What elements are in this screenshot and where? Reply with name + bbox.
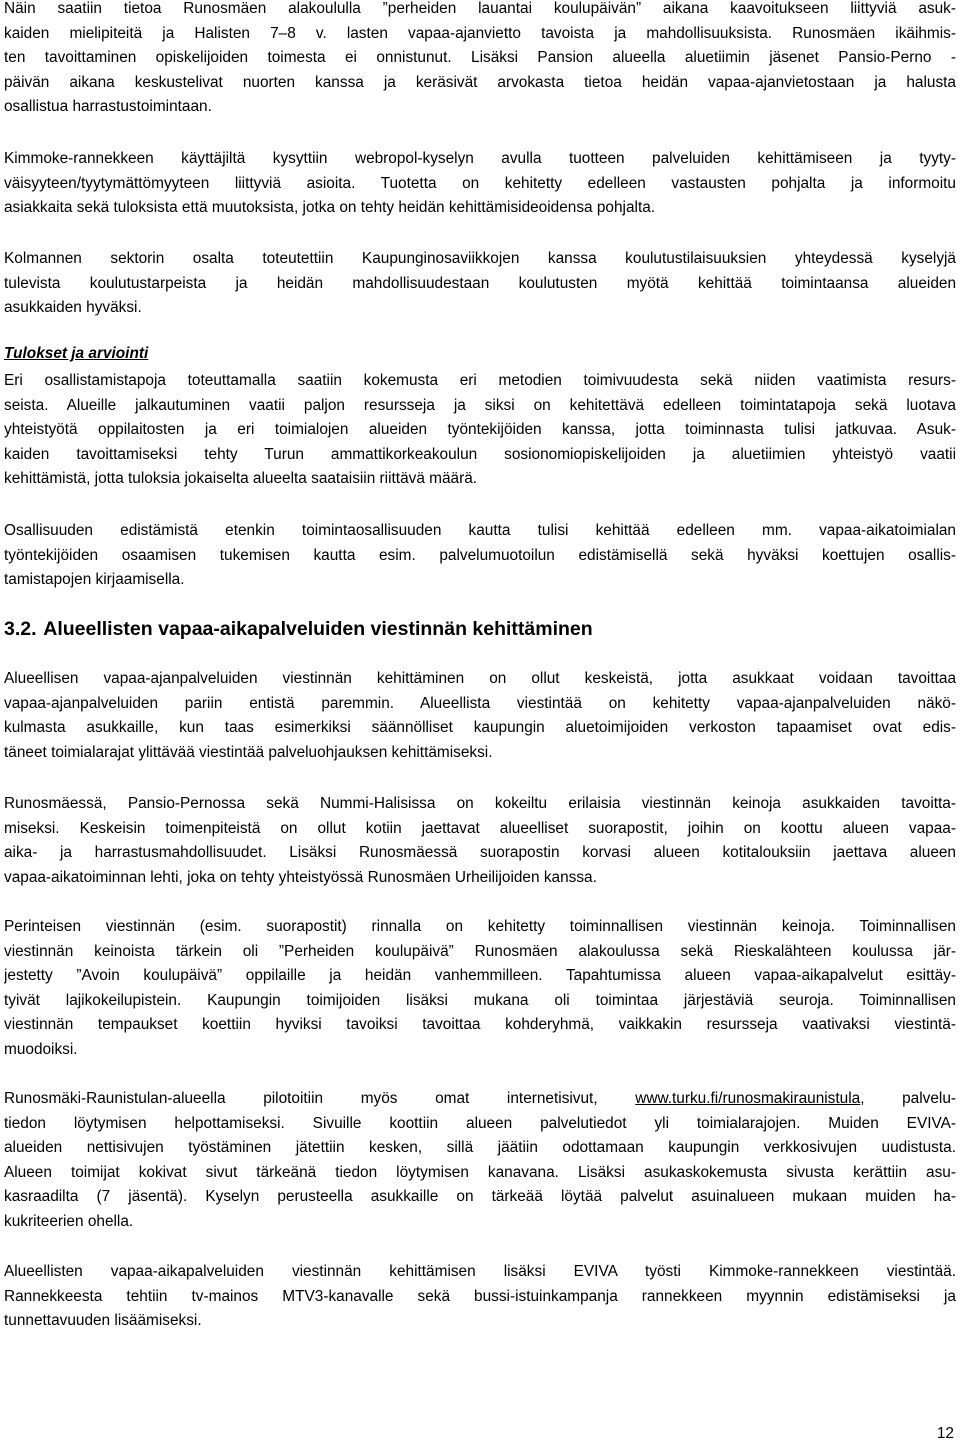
text-line: työntekijöiden osaamisen tukemisen kautta esim. palvelumuotoilun edistämisellä sekä hyväksi koettujen osallis- <box>4 546 956 564</box>
text-segment: Runosmäki-Raunistulan-alueella pilotoitiin myös omat internetisivut, <box>4 1090 636 1107</box>
text-line: täneet toimialarajat ylittävää viestintää palveluohjauksen kehittämiseksi. <box>4 743 493 761</box>
text-line: Runosmäessä, Pansio-Pernossa sekä Nummi-Halisissa on kokeiltu erilaisia viestinnän keinoja asukkaiden tavoitta- <box>4 795 956 812</box>
text-line: alueiden nettisivujen työstäminen jätettiin kesken, sillä jäätiin odottamaan kaupungin verkkosivujen uudistusta. <box>4 1139 956 1157</box>
text-line: Alueellisten vapaa-aikapalveluiden viestinnän kehittämisen lisäksi EVIVA työsti Kimmoke-rannekkeen viestintää. <box>4 1263 956 1280</box>
text-line: Rannekkeesta tehtiin tv-mainos MTV3-kanavalle sekä bussi-istuinkampanja rannekkeen myynnin edistämiseksi ja <box>4 1287 956 1305</box>
paragraph-websites <box>4 1087 956 1235</box>
text-line: ten tavoittaminen opiskelijoiden toimesta ei onnistunut. Lisäksi Pansion alueella aluetiimin jäsenet Pansio-Perno - <box>4 49 956 67</box>
paragraph-kimmoke-communication <box>4 1260 956 1334</box>
text-line: kaiden mielipiteitä ja Halisten 7–8 v. lasten vapaa-ajanvietto tavoista ja mahdollisuuksista. Runosmäen ikäihmis- <box>4 24 956 42</box>
text-line: Osallisuuden edistämistä etenkin toimintaosallisuuden kautta tulisi kehittää edelleen mm. vapaa-aikatoimialan <box>4 522 956 539</box>
text-line: Alueellisen vapaa-ajanpalveluiden viestinnän kehittäminen on ollut keskeistä, jotta asukkaat voidaan tavoittaa <box>4 670 956 687</box>
text-line <box>4 1087 956 1112</box>
paragraph-participation <box>4 519 956 593</box>
text-line: kulmasta asukkaille, kun taas esimerkiksi säännölliset kaupungin aluetoimijoiden verkoston tapaamiset ovat edis- <box>4 719 956 737</box>
text-line: väisyyteen/tyytymättömyyteen liittyviä asioita. Tuotetta on kehitetty edelleen vastausten pohjalta ja informoitu <box>4 174 956 192</box>
text-line: vapaa-ajanpalveluiden pariin entistä paremmin. Alueellista viestintää on kehitetty vapaa-ajanpalveluiden näkö- <box>4 694 956 712</box>
text-line: tunnettavuuden lisäämiseksi. <box>4 1312 202 1330</box>
section-number: 3.2. <box>4 618 37 640</box>
subheading-results: Tulokset ja arviointi <box>4 345 149 362</box>
text-line: tiedon löytymisen helpottamiseksi. Sivuille koottiin alueen palvelutiedot yli toimialarajojen. Muiden EVIVA- <box>4 1114 956 1132</box>
paragraph-communication <box>4 667 956 765</box>
text-line: asukkaiden hyväksi. <box>4 299 142 317</box>
paragraph-functional-communication <box>4 915 956 1063</box>
text-line: jestetty ”Avoin koulupäivä” oppilaille ja heidän vanhemmilleen. Tapahtumissa alueen vapaa-aikapalvelut esittäy- <box>4 967 956 985</box>
section-title: Alueellisten vapaa-aikapalveluiden viestinnän kehittäminen <box>43 618 593 640</box>
text-line: kasraadilta (7 jäsentä). Kyselyn perusteella asukkaille on tärkeää löytää palvelut asuinalueen mukaan muiden ha- <box>4 1188 956 1206</box>
text-line: Kolmannen sektorin osalta toteutettiin Kaupunginosaviikkojen kanssa koulutustilaisuuksien yhteydessä kyselyjä <box>4 250 956 267</box>
text-line: Alueen toimijat kokivat sivut tärkeänä tiedon löytymisen kanavana. Lisäksi asukaskokemusta sivusta kerättiin asu- <box>4 1163 956 1181</box>
section-heading <box>4 618 593 641</box>
paragraph-kimmoke-survey <box>4 147 956 221</box>
text-line: vapaa-aikatoiminnan lehti, joka on tehty yhteistyössä Runosmäen Urheilijoiden kanssa. <box>4 868 597 886</box>
paragraph-results <box>4 369 956 492</box>
paragraph-intro <box>4 0 956 120</box>
website-link[interactable]: www.turku.fi/runosmakiraunistula <box>635 1090 861 1107</box>
text-line: Eri osallistamistapoja toteuttamalla saatiin kokemusta eri metodien toimivuudesta sekä niiden vaatimista resurs- <box>4 372 956 389</box>
text-line: kaiden tavoittamiseksi tehty Turun ammattikorkeakoulun sosionomiopiskelijoiden ja aluetiimien yhteistyö vaatii <box>4 445 956 463</box>
text-line: kehittämistä, jotta tuloksia jokaiselta alueelta saataisiin riittävä määrä. <box>4 470 478 488</box>
text-line: viestinnän keinoista tärkein oli ”Perheiden koulupäivä” Runosmäen alakoulussa sekä Rieskalähteen koulussa jär- <box>4 942 956 960</box>
page-number: 12 <box>936 1425 954 1442</box>
text-line: päivän aikana keskustelivat nuorten kanssa ja keräsivät arvokasta tietoa heidän vapaa-ajanvietostaan ja halusta <box>4 73 956 91</box>
text-line: tyivät lajikokeilupistein. Kaupungin toimijoiden lisäksi mukana oli toimintaa järjestäviä seuroja. Toiminnallisen <box>4 991 956 1009</box>
text-line: kukriteerien ohella. <box>4 1212 134 1230</box>
text-line: tamistapojen kirjaamisella. <box>4 571 185 589</box>
text-line: osallistua harrastustoimintaan. <box>4 98 212 116</box>
paragraph-third-sector <box>4 247 956 321</box>
text-line: Kimmoke-rannekkeen käyttäjiltä kysyttiin webropol-kyselyn avulla tuotteen palveluiden kehittämiseen ja tyyty- <box>4 150 956 167</box>
text-line: seista. Alueille jalkautuminen vaatii paljon resursseja ja siksi on kehitettävä edelleen toimintatapoja sekä luotava <box>4 396 956 414</box>
text-line: aika- ja harrastusmahdollisuudet. Lisäksi Runosmäessä suorapostin korvasi alueen kotitalouksiin jaettava alueen <box>4 844 956 862</box>
text-line: Perinteisen viestinnän (esim. suorapostit) rinnalla on kehitetty toiminnallisen viestinnän keinoja. Toiminnallisen <box>4 918 956 935</box>
text-line: asiakkaita sekä tuloksista että muutoksista, jotka on tehty heidän kehittämisideoidensa pohjalta. <box>4 199 656 217</box>
text-line: miseksi. Keskeisin toimenpiteistä on ollut kotiin jaettavat alueelliset suorapostit, joihin on koottu alueen vapaa- <box>4 819 956 837</box>
text-line: muodoiksi. <box>4 1040 78 1058</box>
text-line: viestinnän tempaukset koettiin hyviksi tavoiksi tavoittaa kohderyhmä, vaikkakin resursseja vaativaksi viestintä- <box>4 1016 956 1034</box>
text-segment: , palvelu- <box>860 1090 956 1107</box>
paragraph-direct-mail <box>4 792 956 890</box>
text-line: yhteistyötä oppilaitosten ja eri toimialojen alueiden työntekijöiden kanssa, jotta toiminnasta tulisi jatkuvaa. Asuk- <box>4 421 956 439</box>
text-line: tulevista koulutustarpeista ja heidän mahdollisuudestaan koulutusten myötä kehittää toimintaansa alueiden <box>4 274 956 292</box>
text-line: Näin saatiin tietoa Runosmäen alakoululla ”perheiden lauantai koulupäivän” aikana kaavoitukseen liittyviä asuk- <box>4 0 956 17</box>
